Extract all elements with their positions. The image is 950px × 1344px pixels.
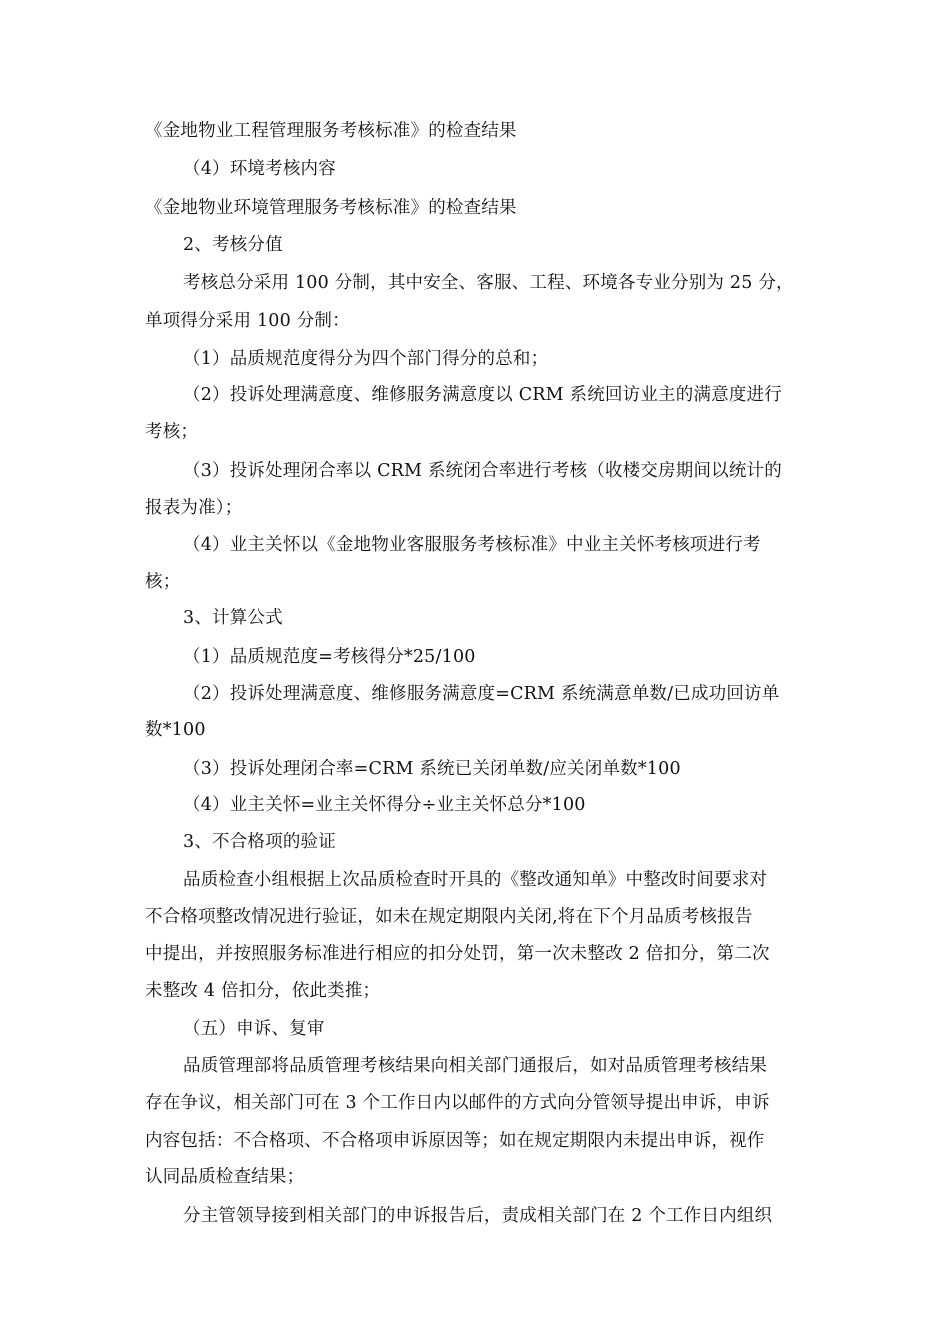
paragraph-line: 报表为准）； [145,498,243,518]
paragraph-line: 单项得分采用 100 分制： [145,311,350,331]
section-heading: 3、不合格项的验证 [183,832,336,852]
paragraph-line: 存在争议，相关部门可在 3 个工作日内以邮件的方式向分管领导提出申诉，申诉 [145,1093,770,1113]
section-heading: 3、计算公式 [183,608,283,628]
list-item: （1）品质规范度=考核得分*25/100 [183,647,476,667]
section-heading: 2、考核分值 [183,235,283,255]
paragraph-line: 内容包括：不合格项、不合格项申诉原因等；如在规定期限内未提出申诉，视作 [145,1131,765,1151]
paragraph-line: 未整改 4 倍扣分，依此类推； [145,981,381,1001]
list-item: （2）投诉处理满意度、维修服务满意度=CRM 系统满意单数/已成功回访单 [183,684,780,704]
paragraph-line: 核； [145,572,181,592]
paragraph-line: 不合格项整改情况进行验证，如未在规定期限内关闭,将在下个月品质考核报告 [145,907,753,927]
paragraph-line: 《金地物业工程管理服务考核标准》的检查结果 [145,121,517,141]
paragraph-line: 品质管理部将品质管理考核结果向相关部门通报后，如对品质管理考核结果 [183,1056,768,1076]
paragraph-line: 品质检查小组根据上次品质检查时开具的《整改通知单》中整改时间要求对 [183,870,768,890]
list-item: （2）投诉处理满意度、维修服务满意度以 CRM 系统回访业主的满意度进行 [183,385,782,405]
paragraph-line: 考核总分采用 100 分制，其中安全、客服、工程、环境各专业分别为 25 分， [183,273,794,293]
list-item: （4）业主关怀=业主关怀得分÷业主关怀总分*100 [183,795,586,815]
section-heading: （五）申诉、复审 [183,1019,325,1039]
list-item: （3）投诉处理闭合率=CRM 系统已关闭单数/应关闭单数*100 [183,759,681,779]
paragraph-line: 分主管领导接到相关部门的申诉报告后，责成相关部门在 2 个工作日内组织 [183,1206,773,1226]
list-item: （4）业主关怀以《金地物业客服服务考核标准》中业主关怀考核项进行考 [183,535,761,555]
paragraph-line: 中提出，并按照服务标准进行相应的扣分处罚，第一次未整改 2 倍扣分，第二次 [145,944,770,964]
paragraph-line: 认同品质检查结果； [145,1167,305,1187]
paragraph-line: 数*100 [145,720,206,740]
paragraph-line: 考核； [145,422,199,442]
list-item: （1）品质规范度得分为四个部门得分的总和； [183,349,549,369]
list-item: （3）投诉处理闭合率以 CRM 系统闭合率进行考核（收楼交房期间以统计的 [183,461,782,481]
section-heading: （4）环境考核内容 [183,159,336,179]
paragraph-line: 《金地物业环境管理服务考核标准》的检查结果 [145,198,517,218]
